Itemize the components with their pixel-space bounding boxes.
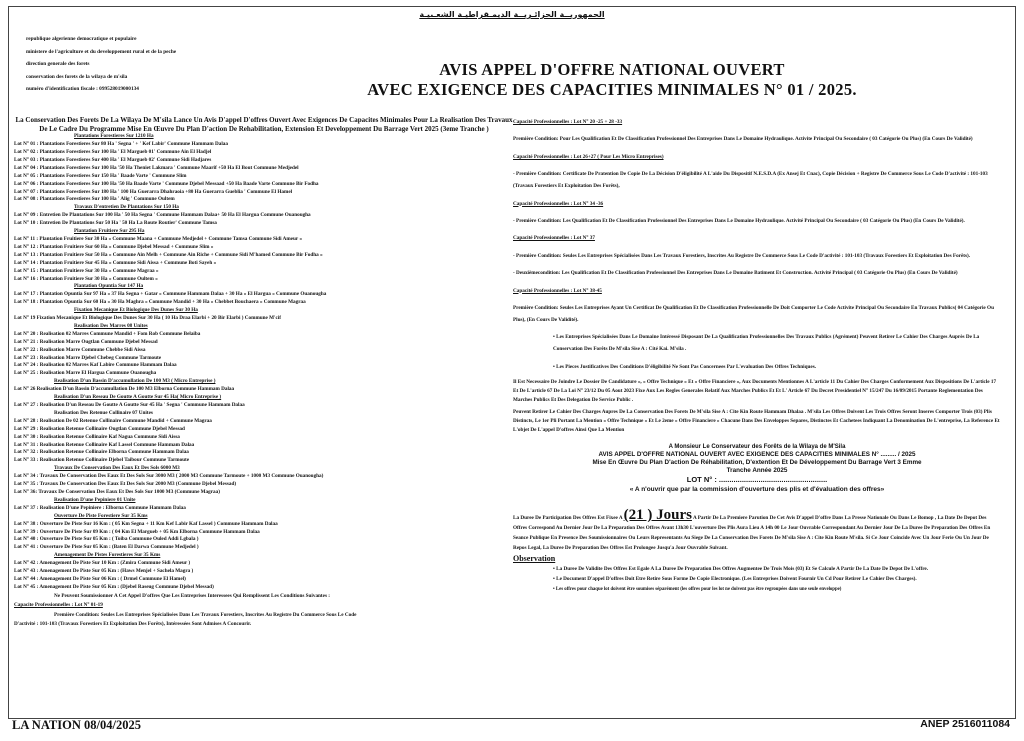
lot-line: Amenagement De Pistes Forestieres Sur 35 Kms [54, 552, 161, 559]
lot-line: Lot N° 19 Fixation Mecanique Et Biologique Des Dunes Sur 30 Ha ( 10 Ha Draa Elarbi + 20 Bir Elarbi ) Commune M'cif [14, 315, 281, 322]
right-column [513, 116, 1001, 594]
lot-line: Lot N° 30 : Realisation Retenue Collinaire Kaf Nagua Commune Sidi Aissa [14, 433, 180, 440]
capacity-paragraph: Peuvent Retirer Le Cahier Des Charges Aupres De La Conservation Des Forets De M'sila Sise A : Cite Kin Route Hammam Dhalaa . M'sila Les Offres Doivent Les Trois Offres Seront Inseres Comporter Trois (03) Plis Distincts, Le 1er Pli Portant La Mention « Offre Technique » Et Le 2eme « Offre Financiere » Chacune Dans Des Enveloppes Separes, Distinctes Et Cachetees Indiquant La Denomination De L'entreprise, La Reference Et L'objet De L'appel D'offres Ainsi Que La Mention [513, 409, 1000, 434]
lot-line: Realisation Des Marres 08 Unites [74, 322, 148, 329]
lot-line: Lot N° 44 : Amenagement De Piste Sur 06 Km : ( Drmel Commune El Hamel) [14, 575, 186, 582]
condition-line: Ne Peuvent Soumissionner A Cet Appel D'offres Que Les Entreprises Interessees Qui Remplissent Les Conditions Suivantes : [54, 592, 331, 599]
lot-line: Lot N° 39 : Ouverture De Piste Sur 09 Km : ( 04 Km El Margueb + 05 Km Elborna Commune Hammam Dalaa [14, 528, 260, 535]
form-program: Mise En Œuvre Du Plan D'action De Réhabilitation, D'extention Et De Développement Du Barrage Vert 3 Emme [592, 459, 922, 467]
capacity-heading: Capacité Professionnelles : Lot N° 20 -25 + 28 -33 [513, 119, 623, 125]
capacity-requirements [513, 116, 1001, 435]
intro-paragraph: La Conservation Des Forets De La Wilaya De M'sila Lance Un Avis D'appel D'offres Ouvert Avec Exigences De Capacites Minimales Pour La Realisation Des Travaux De Le Cadre Du Programme Mise En Œuvre Du Plan D'action De Rehabilitation, Extension Et Developpement Du Barrage Vert 2025 (3eme Tranche ) [15, 116, 513, 133]
lot-line: Lot N° 06 : Plantations Forestieres Sur 100 Ha '50 Ha Baade Varte ' Commune Djebel Messaad +50 Ha Baade Varte Commune Bir Fodha [14, 180, 319, 187]
lot-line: Lot N° 05 : Plantations Forestieres Sur 150 Ha ' Baade Varte ' Commune Slim [14, 172, 187, 179]
capacity-heading: Capacité Professionnelles : Lot N° 34 -36 [513, 200, 604, 207]
lot-line: Lot N° 32 : Realisation Retenue Collinaire Elborna Commune Hammam Dalaa [14, 449, 189, 456]
lot-line: Ouverture De Piste Forestiere Sur 35 Kms [54, 512, 148, 519]
lot-line: Lot N° 10 : Entretien De Plantations Sur 50 Ha ' 50 Ha La Route Routier' Commune Tamsa [14, 220, 217, 227]
capacity-heading: Capacité Professionnelles : Lot 26+27 ( Pour Les Micro Entreprises) [513, 153, 664, 160]
lot-line: Lot N° 16 : Plantation Fruitiere Sur 30 Ha « Commune Oultem « [14, 275, 158, 282]
duration-post: A Partir De La Premiere Parution De Cet Avis D'appel D'offre Dans La Presse Nationale Ou Dans Le Bomop , La Date De Depot Des Offres Correspond Au Dernier Jour De La Preparation Des Offres Avant 13h30 L'ouverture Des Plis Aura Lieu A 14h 00 Le Jour Ouvrable Correspondant Au Dernier Jour De La Duree De Preparation Des Offres En Seance Publique En Presence Des Soumissionnaires Ou Leurs Representants Au Siege De La Conservation Des Forets De M'sila Sise A : Cite Kin Route M'sila. Si Ce Jour Coincide Avec Un Jour Ferie Ou Un Jour De Repos Legal, La Duree De Preparation Des Offres Est Prolongee Jusqu'a Jour Ouvrable Suivant. [513, 515, 991, 552]
capacity-paragraph: - Deuxièmecondition: Les Qualification Et De Classification Professionnel Des Entreprises Dans Le Domaine Batiment Et Construction. Activité Principal ( 03 Catégorie Ou Plus) (En Cours De Validité) [513, 270, 958, 277]
org-line: republique algerienne democratique et populaire [26, 36, 137, 42]
lot-line: Lot N° 21 : Realisation Marre Ougtlan Commune Djebel Messad [14, 338, 158, 345]
lot-line: Lot N° 12 : Plantation Fruitiere Sur 60 Ha « Commune Djebel Messad + Commune Slim « [14, 243, 214, 250]
observation-item: • La Duree De Validite Des Offres Est Egale A La Duree De Preparation Des Offres Augmentee De Trois Mois (03) Et Se Calcule A Partir De La Date De Depot De L'offre. [553, 565, 929, 572]
observation-list [513, 565, 1001, 595]
form-tranche: Tranche Année 2025 [726, 467, 788, 475]
lot-line: Lot N° 40 : Ouverture De Piste Sur 05 Km : ( Toiba Commune Ouled Addi Lgbala ) [14, 536, 199, 543]
eligibility-conditions [14, 592, 514, 630]
lot-line: Lot N° 14 : Plantation Fruitiere Sur 45 Ha « Commune Sidi Aissa + Commune Boti Sayeh « [14, 259, 217, 266]
lot-line: Realisation Des Retenue Collinaire 07 Unites [54, 409, 153, 416]
lot-line: Plantation Opuntia Sur 147 Ha [74, 283, 144, 290]
org-line: conservation des forets de la wilaya de m'sila [26, 73, 128, 80]
lot-line: Lot N° 18 : Plantation Opuntia Sur 60 Ha « 30 Ha Maghra « Commune Mandid + 30 Ha « Chebbet Bouchaera « Commune Magraa [14, 299, 306, 306]
lot-line: Lot N° 27 : Realisation D'un Reseau De Goutte A Goutte Sur 45 Ha ' Segna ' Commune Hammam Dalaa [14, 402, 245, 408]
observation-item: • Les offres pour chaque lot doivent être soumises séparément (les offres pour les lot ne doivent pas être regroupées dans une seule enveloppe) [553, 586, 842, 592]
lot-line: Realisation D'une Pepiniere 01 Unite [54, 496, 136, 503]
capacity-paragraph: - Première Condition: Seules Les Entreprises Spécialisées Dans Les Travaux Forestiers, Inscrites Au Registre De Commerce Sous Le Code D'activité : 101-103 (Travaux Forestiers Et Exploitation Des Forêts). [513, 252, 971, 259]
lot-line: Lot N° 29 : Realisation Retenue Collinaire Ougtlan Commune Djebel Messad [14, 425, 185, 432]
lot-line: Lot N° 37 : Realisation D'une Pepiniere : Elborna Commune Hammam Dalaa [14, 504, 186, 511]
capacity-paragraph: - Première Condition: Certificate De Pratention De Copie De La Décision D'éligibilité A L'aide Du Dispositif N.E.S.D.A (Ex Ansej Et Cnac), Copie Décision + Registre De Commerce Sous Le Code D'activité : 101-103 (Travaux Forestiers Et Exploitation Des Forêts), [513, 171, 988, 190]
duration-pre: La Duree De Participation Des Offres Est Fixee A [513, 515, 623, 522]
capacity-heading: Capacité Professionnelles : Lot N° 38-45 [513, 287, 602, 294]
lot-line: Travaux D'entretien De Plantations Sur 150 Ha [74, 204, 179, 211]
capacity-paragraph: Il Est Necessaire De Joindre Le Dossier De Candidature «, « Offre Technique » Et « Offre Financiere », Aux Documents Mentionnes A L'article 11 Du Cahier Des Charges Conformement Aux Dispositions De L'article 17 Et De L'article 67 De La Loi N° 23/12 Du 05 Aout 2023 Fixe Aux Les Regles Generales Relatif Aux Marches Publics Et Et L' Article 67 Du Decret Presidentiel N° 15/247 Du 16/09/2015 Portante Reglementation Des Marches Publics Et Des Delegation De Service Public . [513, 379, 997, 404]
condition-line: D'activité : 101-103 (Travaux Forestiers Et Exploitation Des Forêts), Intéressées Sont Admises A Concourir. [14, 621, 252, 628]
lot-line: Plantations Forestieres Sur 1210 Ha [74, 133, 154, 140]
form-notice-ref: AVIS APPEL D'OFFRE NATIONAL OUVERT AVEC EXIGENCE DES CAPACITIES MINIMALES N° ......... / 2025 [598, 451, 916, 459]
publication-date: LA NATION 08/04/2025 [12, 718, 141, 732]
lot-line: Lot N° 03 : Plantations Forestieres Sur 400 Ha ' El Margueb 02' Commune Sidi Hadjares [14, 156, 212, 163]
lot-line: Plantation Fruitiere Sur 295 Ha [74, 228, 145, 235]
lot-line: Lot N° 42 : Amenagement De Piste Sur 10 Km : (Zmira Commune Sidi Ameur ) [14, 560, 191, 567]
form-warning: « A n'ouvrir que par la commission d'ouverture des plis et d'évaluation des offres» [629, 486, 885, 494]
notice-title [200, 60, 1024, 100]
lot-line: Lot N° 33 : Realisation Retenue Collinaire Djebel Taibour Commune Tarmoute [14, 457, 190, 464]
envelope-form [513, 443, 1001, 494]
lot-list [14, 133, 514, 592]
capacity-paragraph: Première Condition: Pour Les Qualification Et De Classification Professionnel Des Entreprises Dans Le Domaine Hydraulique. Activite Principal Ou Secondaire ( 03 Catégorie Ou Plus) (En Cours De Validité) [513, 136, 973, 143]
capacity-paragraph: • Les Entreprises Spécialisées Dans Le Domaine Intéressé Disposant De La Qualification Professionnelles Des Travaux Publics (Agrément) Peuvent Retirer Le Cahier Des Charges Auprès De La Conservation Des Forêts De M'sila Sise A : Cité Kai. M'sila . [553, 334, 980, 353]
lot-line: Lot N° 09 : Entretien De Plantations Sur 100 Ha ' 50 Ha Segna ' Commune Hammam Dalaa+ 50 Ha El Hargua Commune Ouanougha [14, 212, 311, 219]
lot-line: Lot N° 41 : Ouverture De Piste Sur 05 Km : (Baten El Darwa Commune Medjedel ) [14, 544, 199, 551]
lot-line: Lot N° 38 : Ouverture De Piste Sur 16 Km : ( 05 Km Segna + 11 Km Kef Labir Kaf Lassel ) Commune Hammam Dalaa [14, 520, 278, 527]
lot-line: Travaux De Conservation Des Eaux Et Des Sols 6000 M3 [54, 465, 180, 472]
lot-line: Lot N° 13 : Plantation Fruitiere Sur 50 Ha « Commune Ain Melh + Commune Ain Riche + Commune Sidi M'hamed Commune Bir Fodha « [14, 251, 323, 258]
lot-line: Lot N° 08 : Plantations Forestieres Sur 100 Ha ' Alig ' Commune Oultem [14, 196, 175, 203]
duration-paragraph [513, 507, 1001, 553]
lot-line: Realisation D'un Bassin D'accumullation De 100 M3 ( Micro Entreprise ) [54, 378, 216, 385]
org-line: direction generale des forets [26, 61, 90, 67]
lot-line: Lot N° 24 : Realisation 02 Marres Kaf Labire Commune Hammam Dalaa [14, 362, 177, 369]
lot-line: Lot N° 11 : Plantation Fruitiere Sur 30 Ha « Commune Maana + Commune Medjedel + Commune Tamsa Commune Sidi Ameur « [14, 235, 302, 242]
form-lot: LOT N° : .................................................... [686, 475, 828, 485]
lot-line: Lot N° 31 : Realisation Retenue Collinaire Kaf Lassel Commune Hammam Dalaa [14, 441, 195, 448]
form-recipient: A Monsieur Le Conservateur des Forêts de la Wilaya de M'Sila [668, 444, 846, 451]
org-line: ministere de l'agriculture et du developpement rural et de la peche [26, 48, 177, 55]
title-line-2: AVEC EXIGENCE DES CAPACITIES MINIMALES N° 01 / 2025. [367, 80, 857, 99]
lot-line: Lot N° 25 : Realisation Marre El Hargua Commune Ouanougha [14, 370, 157, 377]
lot-line: Lot N° 22 : Realisation Marre Commune Chebbe Sidi Aissa [14, 346, 146, 353]
duration-days: (21 ) Jours [623, 507, 692, 524]
condition-line: Capacite Professionnelles : Lot N° 01-19 [14, 602, 103, 609]
lot-line: Lot N° 26 Realisation D'un Bassin D'accumullation De 100 M3 Elborna Commune Hammam Dalaa [14, 386, 235, 393]
condition-line: Première Condition: Seules Les Entreprises Spécialisées Dans Les Travaux Forestiers, Inscrites Au Registre Du Commerce Sous Le Code [54, 611, 357, 618]
lot-line: Lot N° 28 : Realisation De 02 Retenue Collinaire Commune Mandid + Commune Magraa [14, 417, 212, 424]
arabic-header: الجمهوريــة الجزائـريــة الديمـقراطيـة الشعـبيـة [419, 10, 605, 19]
lot-line: Realisation D'un Reseau De Goutte A Goutte Sur 45 Ha( Micro Entreprise ) [54, 394, 222, 401]
capacity-heading: Capacité Professionnelles : Lot N° 37 [513, 235, 595, 242]
lot-line: Lot N° 15 : Plantation Fruitiere Sur 30 Ha « Commune Magraa « [14, 267, 159, 274]
observation-item: • Le Document D'appel D'offres Doit Etre Retire Sous Forme De Copie Electronique. (Les Entreprises Doivent Fournir Un Cd Pour Retirer Le Cahier Des Charges). [553, 576, 917, 583]
title-line-1: AVIS APPEL D'OFFRE NATIONAL OUVERT [439, 60, 785, 79]
org-line: numéro d'identification fiscale : 099528019000134 [26, 86, 139, 92]
lot-line: Lot N° 02 : Plantations Forestieres Sur 100 Ha ' El Margueb 01' Commune Ain El Hadjel [14, 149, 212, 155]
lot-line: Lot N° 45 : Amenagement De Piste Sur 05 Km : (Djebel Raseug Commune Djebel Messad) [14, 583, 214, 590]
lot-line: Fixation Mecanique Et Biologique Des Dunes Sur 30 Ha [74, 307, 198, 314]
observation-title: Observation [513, 554, 556, 564]
capacity-paragraph: - Première Condition: Les Qualification Et De Classification Professionnel Des Entreprises Dans Le Domaine Hydraulique. Activité Principal Ou Secondaire ( 03 Catégorie Ou Plus) (En Cours De Validité). [513, 217, 965, 224]
capacity-paragraph: Première Condition: Seules Les Entreprises Ayant Un Certificat De Qualification Et De Classification Professionnelle De Doit Comporter Le Code Activite Principal Ou Secondaire En Travaux Publics( 04 Catégorie Ou Plus), (En Cours De Validité). [513, 304, 994, 323]
lot-line: Lot N° 23 : Realisation Marre Djebel Chebeg Commune Tarmoute [14, 354, 162, 361]
lot-line: Lot N° 01 : Plantations Forestieres Sur 80 Ha ' Segna ' + ' Kef Labir' Commune Hammam Dalaa [14, 141, 228, 148]
lot-line: Lot N° 04 : Plantations Forestieres Sur 100 Ha '50 Ha Theniet Lakmara ' Commune Maarif +50 Ha El Bout Commune Medjedel [14, 164, 299, 171]
capacity-paragraph: • Les Pieces Justificatives Des Conditions D'éligibilité Ne Sont Pas Concernees Par L'evaluation Des Offres Techniques. [553, 363, 817, 370]
lot-line: Lot N° 35 : Travaux De Conservation Des Eaux Et Des Sols Sur 2000 M3 (Commune Djebel Messad) [14, 481, 237, 488]
lot-line: Lot N° 20 : Realisation 02 Marres Commune Mandid + Fom Rob Commune Belaiba [14, 330, 201, 337]
left-column [14, 116, 514, 630]
anep-reference: ANEP 2516011084 [920, 718, 1010, 730]
lot-line: Lot N° 07 : Plantations Forestieres Sur 180 Ha ' 100 Ha Guerarra Dhahraoia +80 Ha Guerarra Gueblia ' Commune El Hamel [14, 188, 293, 195]
lot-line: Lot N° 34 : Travaux De Conservation Des Eaux Et Des Sols Sur 3000 M3 ( 2000 M3 Commune Tarmoute + 1000 M3 Commune Ouanougha) [14, 473, 324, 480]
lot-line: Lot N° 17 : Plantation Opuntia Sur 97 Ha « 37 Ha Segna + Gatar « Commune Hammam Dalaa + 30 Ha « El Hargua « Commune Ouanougha [14, 291, 327, 298]
lot-line: Lot N° 36: Travaux De Conservation Des Eaux Et Des Sols Sur 1000 M3 (Commune Magraa) [14, 488, 220, 495]
lot-line: Lot N° 43 : Amenagement De Piste Sur 05 Km : (Haws Menjel + Sachela Magra ) [14, 568, 194, 575]
